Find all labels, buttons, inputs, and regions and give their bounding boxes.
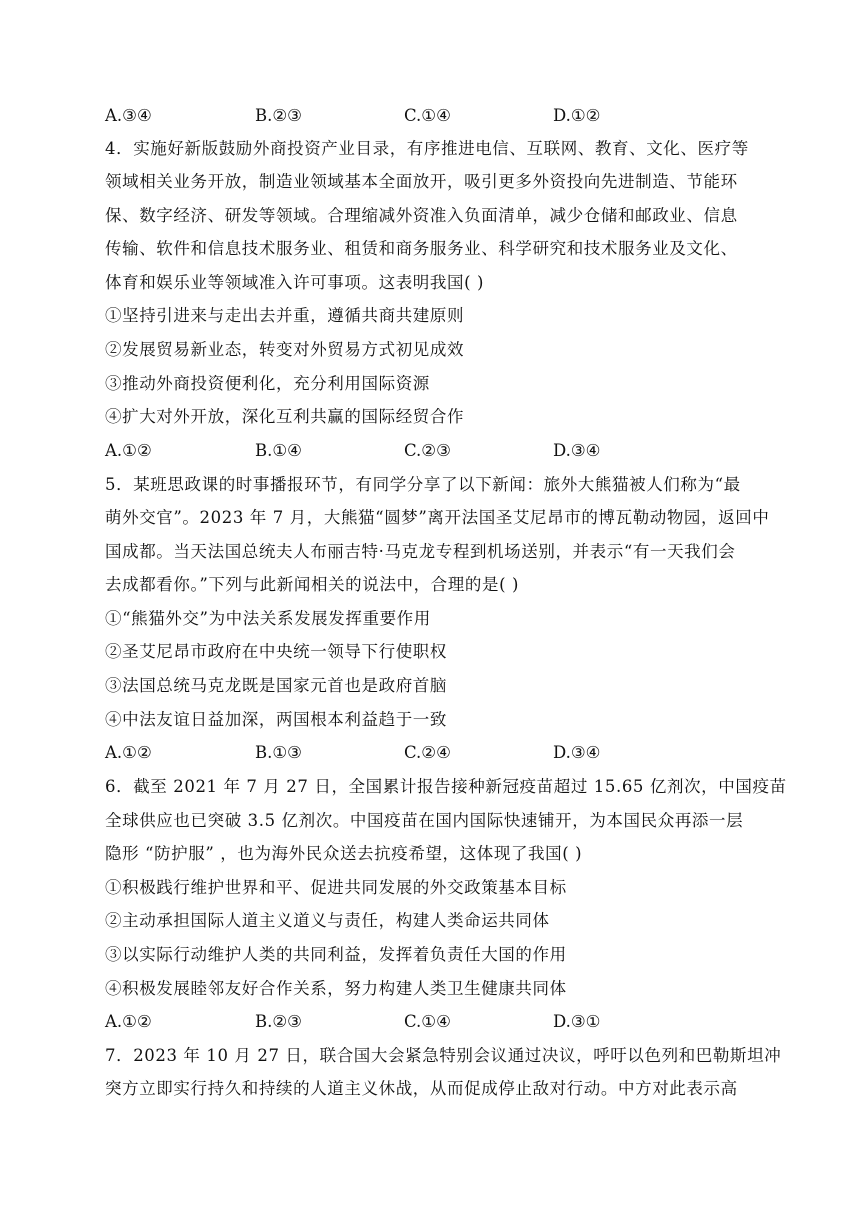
q6-stem-line: 隐形 “防护服” ，也为海外民众送去抗疫希望，这体现了我国( ) — [105, 844, 583, 863]
q6-stem-line: 全球供应也已突破 3.5 亿剂次。中国疫苗在国内国际快速铺开，为本国民众再添一层 — [105, 811, 744, 830]
q4-stem-line: 领域相关业务开放，制造业领域基本全面放开，吸引更多外资投向先进制造、节能环 — [105, 172, 738, 191]
q4-statement: ①坚持引进来与走出去并重，遵循共商共建原则 — [105, 306, 465, 325]
q7-stem-line: 7．2023 年 10 月 27 日，联合国大会紧急特别会议通过决议，呼吁以色列和巴勒斯坦冲 — [105, 1046, 782, 1065]
q6-option-c: C.①④ — [404, 1012, 451, 1031]
q6-option-b: B.②③ — [255, 1012, 302, 1031]
q6-stem-line: 6．截至 2021 年 7 月 27 日，全国累计报告接种新冠疫苗超过 15.65 亿剂次，中国疫苗 — [105, 777, 787, 796]
q4-option-b: B.①④ — [255, 441, 302, 460]
q6-option-d: D.③① — [553, 1012, 601, 1031]
q4-stem-line: 保、数字经济、研发等领域。合理缩减外资准入负面清单，减少仓储和邮政业、信息 — [105, 206, 738, 225]
q6-statement: ①积极践行维护世界和平、促进共同发展的外交政策基本目标 — [105, 878, 567, 897]
q3-option-b: B.②③ — [255, 106, 302, 125]
q4-stem-line: 体育和娱乐业等领域准入许可事项。这表明我国( ) — [105, 273, 485, 292]
q5-statement: ④中法友谊日益加深，两国根本利益趋于一致 — [105, 710, 447, 729]
q7-stem-line: 突方立即实行持久和持续的人道主义休战，从而促成停止敌对行动。中方对此表示高 — [105, 1079, 738, 1098]
q5-statement: ①“熊猫外交”为中法关系发展发挥重要作用 — [105, 609, 431, 628]
q5-stem-line: 去成都看你。”下列与此新闻相关的说法中，合理的是( ) — [105, 575, 520, 594]
q6-statement: ②主动承担国际人道主义道义与责任，构建人类命运共同体 — [105, 911, 550, 930]
q5-stem-line: 萌外交官”。2023 年 7 月，大熊猫“圆梦”离开法国圣艾尼昂市的博瓦勒动物园，返回中 — [105, 508, 770, 527]
q3-option-d: D.①② — [553, 106, 601, 125]
q5-stem-line: 5．某班思政课的时事播报环节，有同学分享了以下新闻：旅外大熊猫被人们称为“最 — [105, 475, 741, 494]
q6-options — [105, 1011, 765, 1033]
q6-statement: ③以实际行动维护人类的共同利益，发挥着负责任大国的作用 — [105, 945, 567, 964]
q6-option-a: A.①② — [105, 1012, 152, 1031]
q4-stem-line: 4．实施好新版鼓励外商投资产业目录，有序推进电信、互联网、教育、文化、医疗等 — [105, 139, 749, 158]
q5-options — [105, 742, 765, 764]
q5-statement: ②圣艾尼昂市政府在中央统一领导下行使职权 — [105, 642, 447, 661]
q5-option-b: B.①③ — [255, 743, 302, 762]
q6-statement: ④积极发展睦邻友好合作关系，努力构建人类卫生健康共同体 — [105, 979, 567, 998]
q4-option-a: A.①② — [105, 441, 152, 460]
q3-option-a: A.③④ — [105, 106, 152, 125]
q5-statement: ③法国总统马克龙既是国家元首也是政府首脑 — [105, 676, 447, 695]
q4-option-c: C.②③ — [404, 441, 451, 460]
q4-statement: ③推动外商投资便利化，充分利用国际资源 — [105, 374, 430, 393]
q4-statement: ④扩大对外开放，深化互利共赢的国际经贸合作 — [105, 407, 465, 426]
q4-statement: ②发展贸易新业态，转变对外贸易方式初见成效 — [105, 340, 465, 359]
q4-option-d: D.③④ — [553, 441, 601, 460]
q5-option-d: D.③④ — [553, 743, 601, 762]
q5-stem-line: 国成都。当天法国总统夫人布丽吉特·马克龙专程到机场送别，并表示“有一天我们会 — [105, 542, 736, 561]
q4-options — [105, 440, 765, 462]
q3-options — [105, 105, 765, 127]
q3-option-c: C.①④ — [404, 106, 451, 125]
q4-stem-line: 传输、软件和信息技术服务业、租赁和商务服务业、科学研究和技术服务业及文化、 — [105, 239, 738, 258]
q5-option-c: C.②④ — [404, 743, 451, 762]
q5-option-a: A.①② — [105, 743, 152, 762]
